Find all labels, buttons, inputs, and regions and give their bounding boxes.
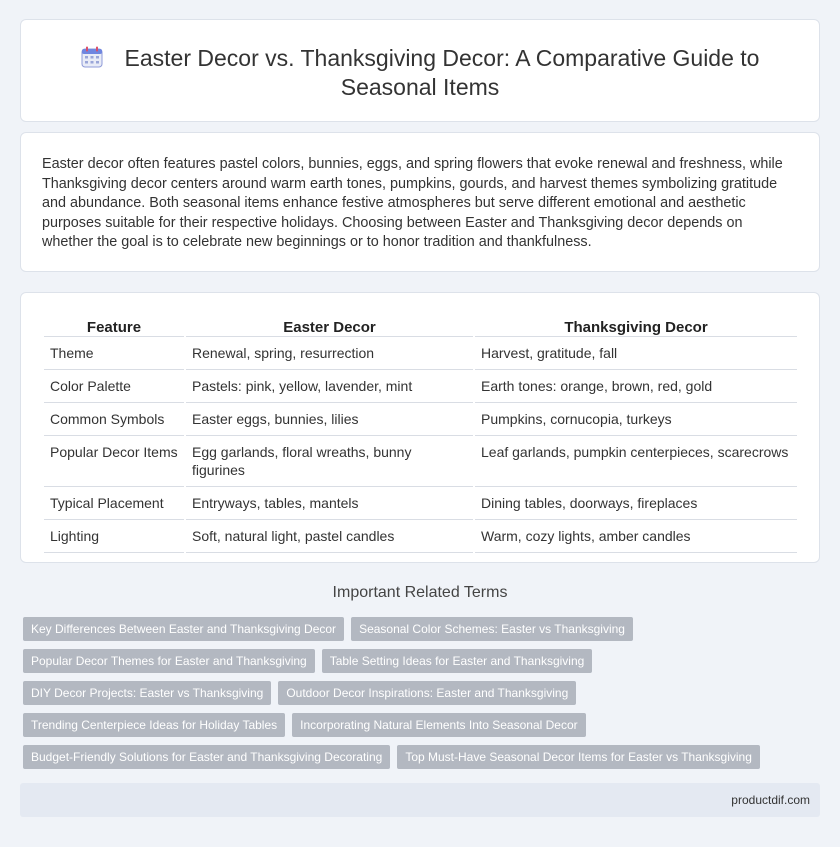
related-tag[interactable]: Key Differences Between Easter and Thanksgiving Decor	[23, 617, 344, 641]
related-tag[interactable]: Seasonal Color Schemes: Easter vs Thanksgiving	[351, 617, 633, 641]
feature-cell: Lighting	[44, 520, 184, 553]
tag-row	[23, 713, 593, 737]
tag-row	[23, 745, 767, 769]
easter-cell: Easter eggs, bunnies, lilies	[186, 403, 473, 436]
table-row	[44, 487, 797, 520]
related-terms-title: Important Related Terms	[332, 584, 508, 601]
easter-cell: Entryways, tables, mantels	[186, 487, 473, 520]
thanksgiving-cell: Pumpkins, cornucopia, turkeys	[475, 403, 797, 436]
easter-cell: Pastels: pink, yellow, lavender, mint	[186, 370, 473, 403]
page-title-text: Easter Decor vs. Thanksgiving Decor: A Comparative Guide to Seasonal Items	[124, 45, 760, 100]
calendar-icon	[81, 46, 103, 68]
related-tag[interactable]: Top Must-Have Seasonal Decor Items for Easter vs Thanksgiving	[397, 745, 760, 769]
related-tag[interactable]: Incorporating Natural Elements Into Seasonal Decor	[292, 713, 585, 737]
page-title	[21, 44, 819, 102]
related-tag[interactable]: Outdoor Decor Inspirations: Easter and Thanksgiving	[278, 681, 576, 705]
footer-site-link[interactable]: productdif.com	[731, 793, 810, 807]
tag-row	[23, 649, 599, 673]
table-header-row	[44, 315, 797, 337]
header-easter: Easter Decor	[186, 315, 473, 337]
easter-cell: Egg garlands, floral wreaths, bunny figurines	[186, 436, 473, 487]
table-row	[44, 403, 797, 436]
feature-cell: Popular Decor Items	[44, 436, 184, 487]
thanksgiving-cell: Leaf garlands, pumpkin centerpieces, scarecrows	[475, 436, 797, 487]
table-row	[44, 436, 797, 487]
header-thanksgiving: Thanksgiving Decor	[475, 315, 797, 337]
intro-paragraph: Easter decor often features pastel colors, bunnies, eggs, and spring flowers that evoke renewal and freshness, while Thanksgiving decor centers around warm earth tones, pumpkins, gourds, and harvest themes symbolizing gratitude and abundance. Both seasonal items enhance festive atmospheres but serve different emotional and aesthetic purposes suitable for their respective holidays. Choosing between Easter and Thanksgiving decor depends on whether the goal is to celebrate new beginnings or to honor tradition and thankfulness.	[42, 156, 783, 251]
comparison-card	[20, 292, 820, 563]
thanksgiving-cell: Harvest, gratitude, fall	[475, 337, 797, 370]
related-tag[interactable]: Popular Decor Themes for Easter and Thanksgiving	[23, 649, 315, 673]
table-row	[44, 337, 797, 370]
footer	[20, 783, 820, 817]
related-tag[interactable]: Budget-Friendly Solutions for Easter and Thanksgiving Decorating	[23, 745, 390, 769]
feature-cell: Common Symbols	[44, 403, 184, 436]
feature-cell: Color Palette	[44, 370, 184, 403]
table-row	[44, 520, 797, 553]
feature-cell: Typical Placement	[44, 487, 184, 520]
table-row	[44, 370, 797, 403]
tag-row	[23, 681, 583, 705]
tag-row	[23, 617, 640, 641]
comparison-table	[42, 315, 799, 553]
easter-cell: Renewal, spring, resurrection	[186, 337, 473, 370]
related-tag[interactable]: Trending Centerpiece Ideas for Holiday Tables	[23, 713, 285, 737]
thanksgiving-cell: Dining tables, doorways, fireplaces	[475, 487, 797, 520]
thanksgiving-cell: Earth tones: orange, brown, red, gold	[475, 370, 797, 403]
related-tag[interactable]: DIY Decor Projects: Easter vs Thanksgiving	[23, 681, 271, 705]
feature-cell: Theme	[44, 337, 184, 370]
header-feature: Feature	[44, 315, 184, 337]
related-tag[interactable]: Table Setting Ideas for Easter and Thanksgiving	[322, 649, 593, 673]
easter-cell: Soft, natural light, pastel candles	[186, 520, 473, 553]
header-card	[20, 19, 820, 122]
thanksgiving-cell: Warm, cozy lights, amber candles	[475, 520, 797, 553]
intro-card	[20, 132, 820, 272]
